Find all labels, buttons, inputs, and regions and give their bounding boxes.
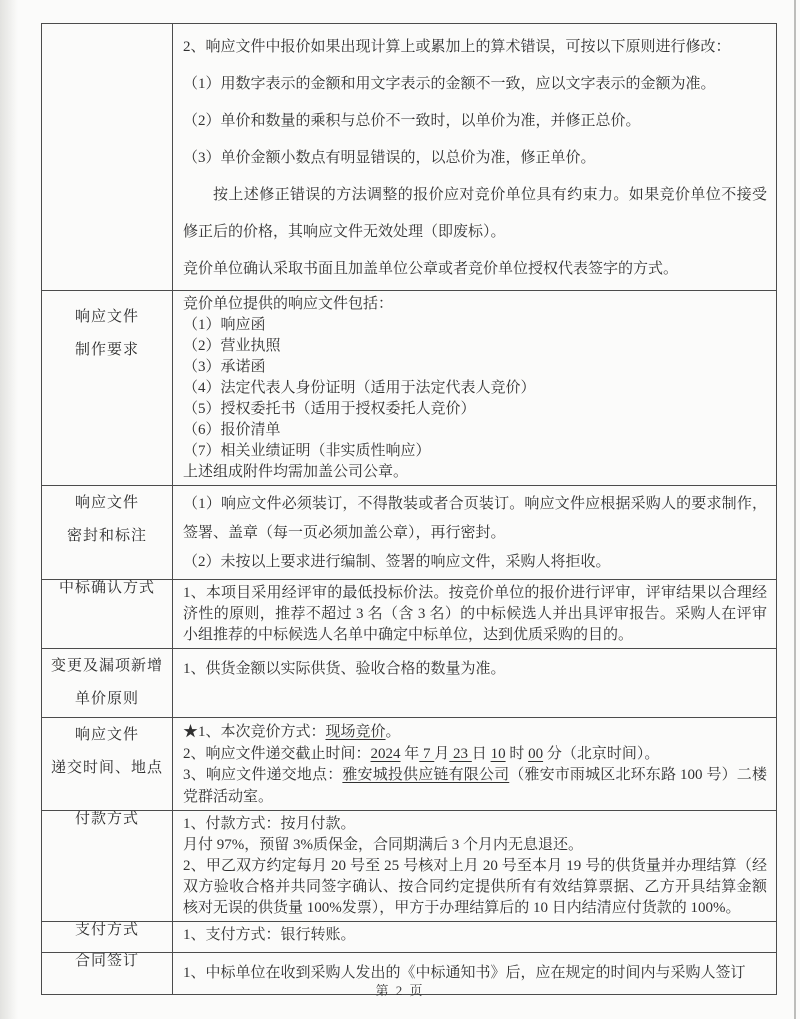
- text-segment: 日: [471, 745, 491, 762]
- text-segment: 1、本项目采用经评审的最低投标价法。按竞价单位的报价进行评审，评审结果以合理经济性的原则，推荐不超过 3 名（含 3 名）的中标候选人并出具评审报告。采购人在评审小组推荐的中标候选人名单中确定中标单位，达到优质采购的目的。: [183, 585, 767, 643]
- row-header-label: 中标确认方式: [58, 580, 155, 596]
- text-segment: 。: [385, 724, 401, 740]
- row-header: [42, 718, 173, 811]
- table-row: [42, 580, 777, 649]
- row-header: [42, 811, 173, 922]
- text-segment: 3、响应文件递交地点：: [183, 767, 343, 783]
- paragraph: [183, 103, 767, 140]
- paragraph: [183, 462, 767, 483]
- row-header: [42, 649, 173, 718]
- underlined-value: 23: [449, 745, 472, 762]
- paragraph: [183, 722, 767, 744]
- row-header-label: 单价原则: [74, 691, 139, 707]
- text-segment: 月: [434, 745, 450, 762]
- underlined-value: 雅安城投供应链有限公司: [342, 767, 510, 783]
- paragraph: [183, 856, 767, 919]
- underlined-value: 现场竞价: [325, 724, 386, 740]
- paragraph: [183, 140, 767, 177]
- scan-edge-shadow-right: [794, 0, 796, 1019]
- table-row: [42, 811, 777, 922]
- row-content: [173, 922, 777, 953]
- paragraph: [183, 744, 767, 766]
- paragraph: [183, 357, 767, 378]
- text-segment: 上述组成附件均需加盖公司公章。: [183, 464, 409, 480]
- row-header: [42, 24, 173, 291]
- row-header: [42, 922, 173, 953]
- requirements-table-body: [42, 24, 777, 995]
- scan-edge-shadow-left: [0, 0, 18, 1019]
- row-content: [173, 24, 777, 291]
- row-header: [42, 580, 173, 649]
- row-header-label: 变更及漏项新增: [50, 658, 163, 674]
- paragraph: [183, 765, 767, 808]
- table-row: [42, 486, 777, 580]
- table-row: [42, 649, 777, 718]
- text-segment: （7）相关业绩证明（非实质性响应）: [183, 443, 431, 459]
- underlined-value: 00: [528, 745, 544, 762]
- text-segment: 1、支付方式：银行转账。: [183, 927, 356, 943]
- row-header: [42, 486, 173, 580]
- row-content: [173, 291, 777, 486]
- text-segment: 1、供货金额以实际供货、验收合格的数量为准。: [183, 661, 506, 677]
- row-content: [173, 649, 777, 718]
- row-header-label: 响应文件: [74, 727, 139, 743]
- paragraph: [183, 835, 767, 856]
- underlined-value: 7: [419, 745, 435, 762]
- row-content: [173, 718, 777, 811]
- requirements-table: [41, 23, 777, 995]
- underlined-value: 2024: [370, 745, 401, 762]
- paragraph: [183, 29, 767, 66]
- paragraph: [183, 336, 767, 357]
- table-row: [42, 24, 777, 291]
- paragraph: [183, 177, 767, 251]
- paragraph: [183, 490, 767, 548]
- paragraph: [183, 441, 767, 462]
- text-segment: （2）未按以上要求进行编制、签署的响应文件，采购人将拒收。: [183, 554, 611, 570]
- text-segment: 1、中标单位在收到采购人发出的《中标通知书》后，应在规定的时间内与采购人签订: [183, 965, 746, 981]
- table-row: [42, 291, 777, 486]
- row-header-label: 响应文件: [74, 309, 139, 325]
- paragraph: [183, 378, 767, 399]
- paragraph: [183, 548, 767, 577]
- text-segment: 竞价单位确认采取书面且加盖单位公章或者竞价单位授权代表签字的方式。: [183, 261, 679, 277]
- text-segment: （1）用数字表示的金额和用文字表示的金额不一致，应以文字表示的金额为准。: [183, 76, 716, 92]
- row-content: [173, 580, 777, 649]
- row-header-label: 付款方式: [74, 811, 139, 827]
- paragraph: [183, 659, 767, 680]
- row-content: [173, 811, 777, 922]
- row-header-label: 制作要求: [74, 342, 139, 358]
- text-segment: （1）响应文件必须装订，不得散装或者合页装订。响应文件应根据采购人的要求制作，签署、盖章（每一页必须加盖公章），再行密封。: [183, 496, 767, 541]
- paragraph: [183, 315, 767, 336]
- text-segment: 月付 97%，预留 3%质保金，合同期满后 3 个月内无息退还。: [183, 837, 583, 853]
- paragraph: [183, 66, 767, 103]
- text-segment: （雅安市雨城区北环东路 100 号）二楼党群活动室。: [183, 767, 767, 805]
- row-header: [42, 291, 173, 486]
- text-segment: 2、响应文件中报价如果出现计算上或累加上的算术错误，可按以下原则进行修改：: [183, 39, 731, 55]
- text-segment: 竞价单位提供的响应文件包括：: [183, 296, 394, 312]
- text-segment: 2、响应文件递交截止时间：: [183, 745, 371, 762]
- text-segment: （5）授权委托书（适用于授权委托人竞价）: [183, 401, 476, 417]
- table-row: [42, 718, 777, 811]
- row-header-label: 合同签订: [74, 953, 139, 969]
- paragraph: [183, 583, 767, 646]
- paragraph: [183, 294, 767, 315]
- paragraph: [183, 925, 767, 945]
- text-segment: 2、甲乙双方约定每月 20 号至 25 号核对上月 20 号至本月 19 号的供货量并办理结算（经双方验收合格并共同签字确认、按合同约定提供所有有效结算票据、乙方开具结算金额核对无误的供货量 100%发票），甲方于办理结算后的 10 日内结清应付货款的 100%。: [183, 858, 767, 916]
- table-row: [42, 922, 777, 953]
- text-segment: （6）报价清单: [183, 422, 281, 438]
- row-header-label: 密封和标注: [66, 528, 147, 544]
- paragraph: [183, 814, 767, 835]
- text-segment: 分（北京时间）。: [543, 745, 660, 762]
- text-segment: 按上述修正错误的方法调整的报价应对竞价单位具有约束力。如果竞价单位不接受修正后的价格，其响应文件无效处理（即废标）。: [183, 187, 767, 240]
- text-segment: （1）响应函: [183, 317, 266, 333]
- text-segment: （3）单价金额小数点有明显错误的，以总价为准，修正单价。: [183, 150, 596, 166]
- text-segment: 年: [400, 745, 420, 762]
- paragraph: [183, 399, 767, 420]
- underlined-value: 10: [490, 745, 506, 762]
- row-content: [173, 486, 777, 580]
- text-segment: （4）法定代表人身份证明（适用于法定代表人竞价）: [183, 380, 536, 396]
- text-segment: 时: [505, 745, 529, 762]
- row-header-label: 支付方式: [74, 922, 139, 938]
- text-segment: （2）单价和数量的乘积与总价不一致时，以单价为准，并修正总价。: [183, 113, 641, 129]
- paragraph: [183, 420, 767, 441]
- row-header-label: 递交时间、地点: [50, 760, 163, 776]
- row-header-label: 响应文件: [74, 495, 139, 511]
- text-segment: ★1、本次竞价方式：: [183, 724, 326, 740]
- text-segment: 1、付款方式：按月付款。: [183, 816, 356, 832]
- paragraph: [183, 251, 767, 288]
- text-segment: （3）承诺函: [183, 359, 266, 375]
- page-number: 第 2 页: [375, 983, 425, 998]
- text-segment: （2）营业执照: [183, 338, 281, 354]
